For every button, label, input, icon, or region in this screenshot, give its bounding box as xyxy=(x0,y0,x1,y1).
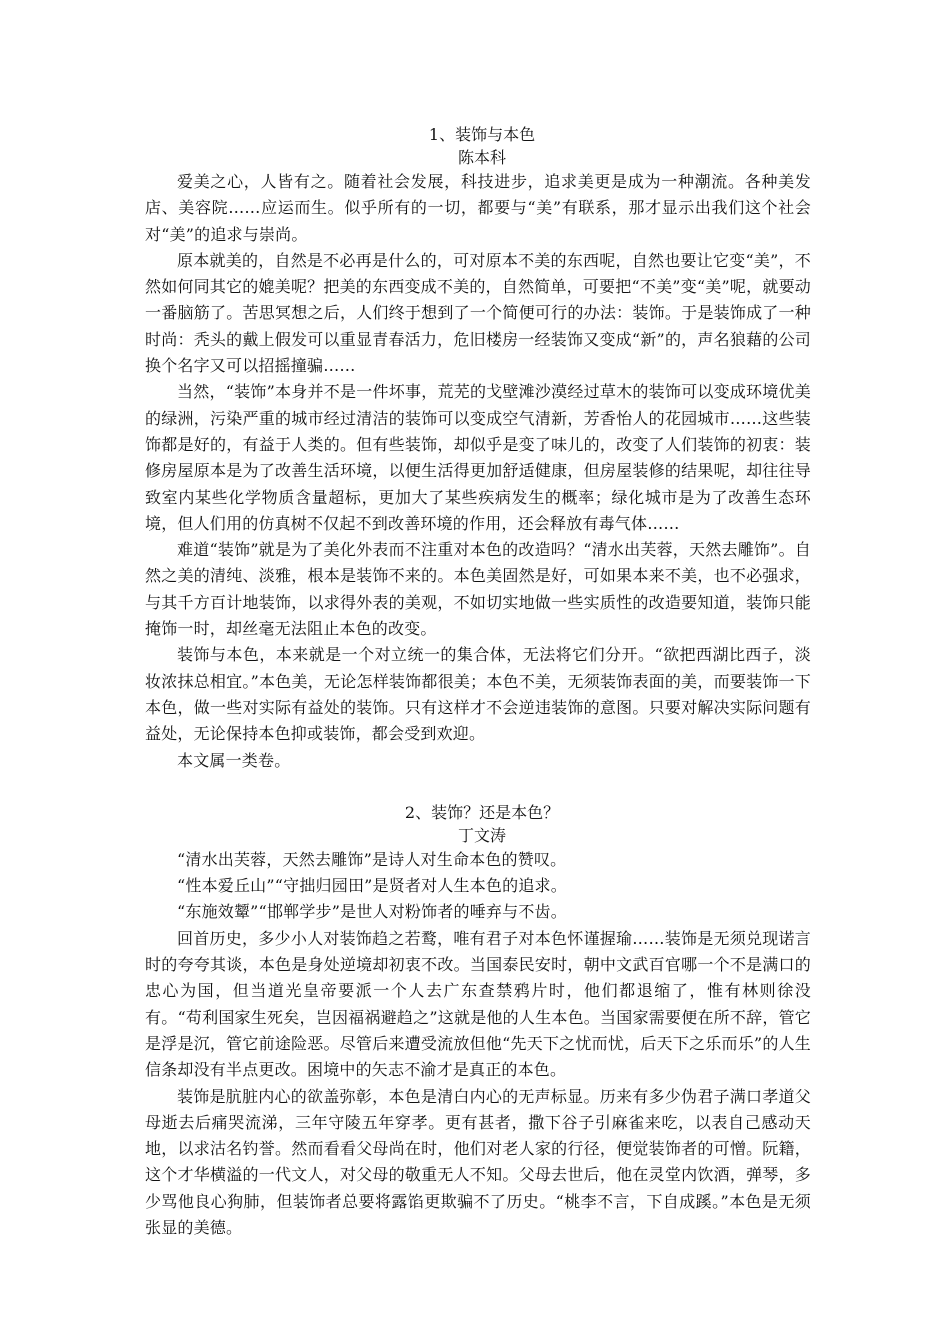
article-author: 丁文涛 xyxy=(457,825,506,845)
paragraph: 难道“装饰”就是为了美化外表而不注重对本色的改造吗？“清水出芙蓉，天然去雕饰”。自然之美的清纯、淡雅，根本是装饰不来的。本色美固然是好，可如果本来不美，也不必强求，与其千方百计地装饰，以求得外表的美观，不如切实地做一些实质性的改造要知道，装饰只能掩饰一时，却丝毫无法阻止本色的改变。 xyxy=(145,540,811,639)
paragraph: “清水出芙蓉，天然去雕饰”是诗人对生命本色的赞叹。 xyxy=(177,849,567,869)
paragraph: 当然，“装饰”本身并不是一件坏事，荒芜的戈壁滩沙漠经过草木的装饰可以变成环境优美的绿洲，污染严重的城市经过清洁的装饰可以变成空气清新，芳香怡人的花园城市……这些装饰都是好的，有益于人类的。但有些装饰，却似乎是变了味儿的，改变了人们装饰的初衷：装修房屋原本是为了改善生活环境，以便生活得更加舒适健康，但房屋装修的结果呢，却往往导致室内某些化学物质含量超标，更加大了某些疾病发生的概率；绿化城市是为了改善生态环境，但人们用的仿真树不仅起不到改善环境的作用，还会释放有毒气体…… xyxy=(145,382,811,533)
document-page xyxy=(145,123,811,1241)
paragraph: “东施效颦”“邯郸学步”是世人对粉饰者的唾弃与不齿。 xyxy=(177,902,567,922)
article-author: 陈本科 xyxy=(457,148,506,167)
article-title: 2、装饰？还是本色？ xyxy=(404,802,560,822)
paragraph: 装饰是肮脏内心的欲盖弥彰，本色是清白内心的无声标显。历来有多少伪君子满口孝道父母逝去后痛哭流涕，三年守陵五年穿孝。更有甚者，撒下谷子引麻雀来吃，以表自己感动天地，以求沽名钓誉。然而看看父母尚在时，他们对老人家的行径，便觉装饰者的可憎。阮籍，这个才华横溢的一代文人，对父母的敬重无人不知。父母去世后，他在灵堂内饮酒，弹琴，多少骂他良心狗肺，但装饰者总要将露馅更欺骗不了历史。“桃李不言，下自成蹊。”本色是无须张显的美德。 xyxy=(145,1086,811,1237)
article-2 xyxy=(145,801,811,1241)
article-separator xyxy=(145,774,811,801)
paragraph: 爱美之心，人皆有之。随着社会发展，科技进步，追求美更是成为一种潮流。各种美发店、美容院……应运而生。似乎所有的一切，都要与“美”有联系，那才显示出我们这个社会对“美”的追求与崇尚。 xyxy=(145,172,811,244)
paragraph: 原本就美的，自然是不必再是什么的，可对原本不美的东西呢，自然也要让它变“美”，不然如何同其它的媲美呢？把美的东西变成不美的，自然简单，可要把“不美”变“美”呢，就要动一番脑筋了。苦思冥想之后，人们终于想到了一个简便可行的办法：装饰。于是装饰成了一种时尚：秃头的戴上假发可以重显青春活力，危旧楼房一经装饰又变成“新”的，声名狼藉的公司换个名字又可以招摇撞骗…… xyxy=(145,250,811,376)
paragraph: “性本爱丘山”“守拙归园田”是贤者对人生本色的追求。 xyxy=(177,876,567,896)
article-title: 1、装饰与本色 xyxy=(428,125,536,144)
paragraph: 本文属一类卷。 xyxy=(177,750,291,770)
paragraph: 装饰与本色，本来就是一个对立统一的集合体，无法将它们分开。“欲把西湖比西子，淡妆浓抹总相宜。”本色美，无论怎样装饰都很美；本色不美，无须装饰表面的美，而要装饰一下本色，做一些对实际有益处的装饰。只有这样才不会逆违装饰的意图。只要对解决实际问题有益处，无论保持本色抑或装饰，都会受到欢迎。 xyxy=(145,645,811,744)
article-1 xyxy=(145,123,811,774)
paragraph: 回首历史，多少小人对装饰趋之若鹜，唯有君子对本色怀谨握瑜……装饰是无须兑现诺言时的夸夸其谈，本色是身处逆境却初衷不改。当国泰民安时，朝中文武百官哪一个不是满口的忠心为国，但当道光皇帝要派一个人去广东查禁鸦片时，他们都退缩了，惟有林则徐没有。“苟利国家生死矣，岂因福祸避趋之”这就是他的人生本色。当国家需要便在所不辞，管它是浮是沉，管它前途险恶。尽管后来遭受流放但他“先天下之忧而忧，后天下之乐而乐”的人生信条却没有半点更改。困境中的矢志不渝才是真正的本色。 xyxy=(145,928,811,1080)
